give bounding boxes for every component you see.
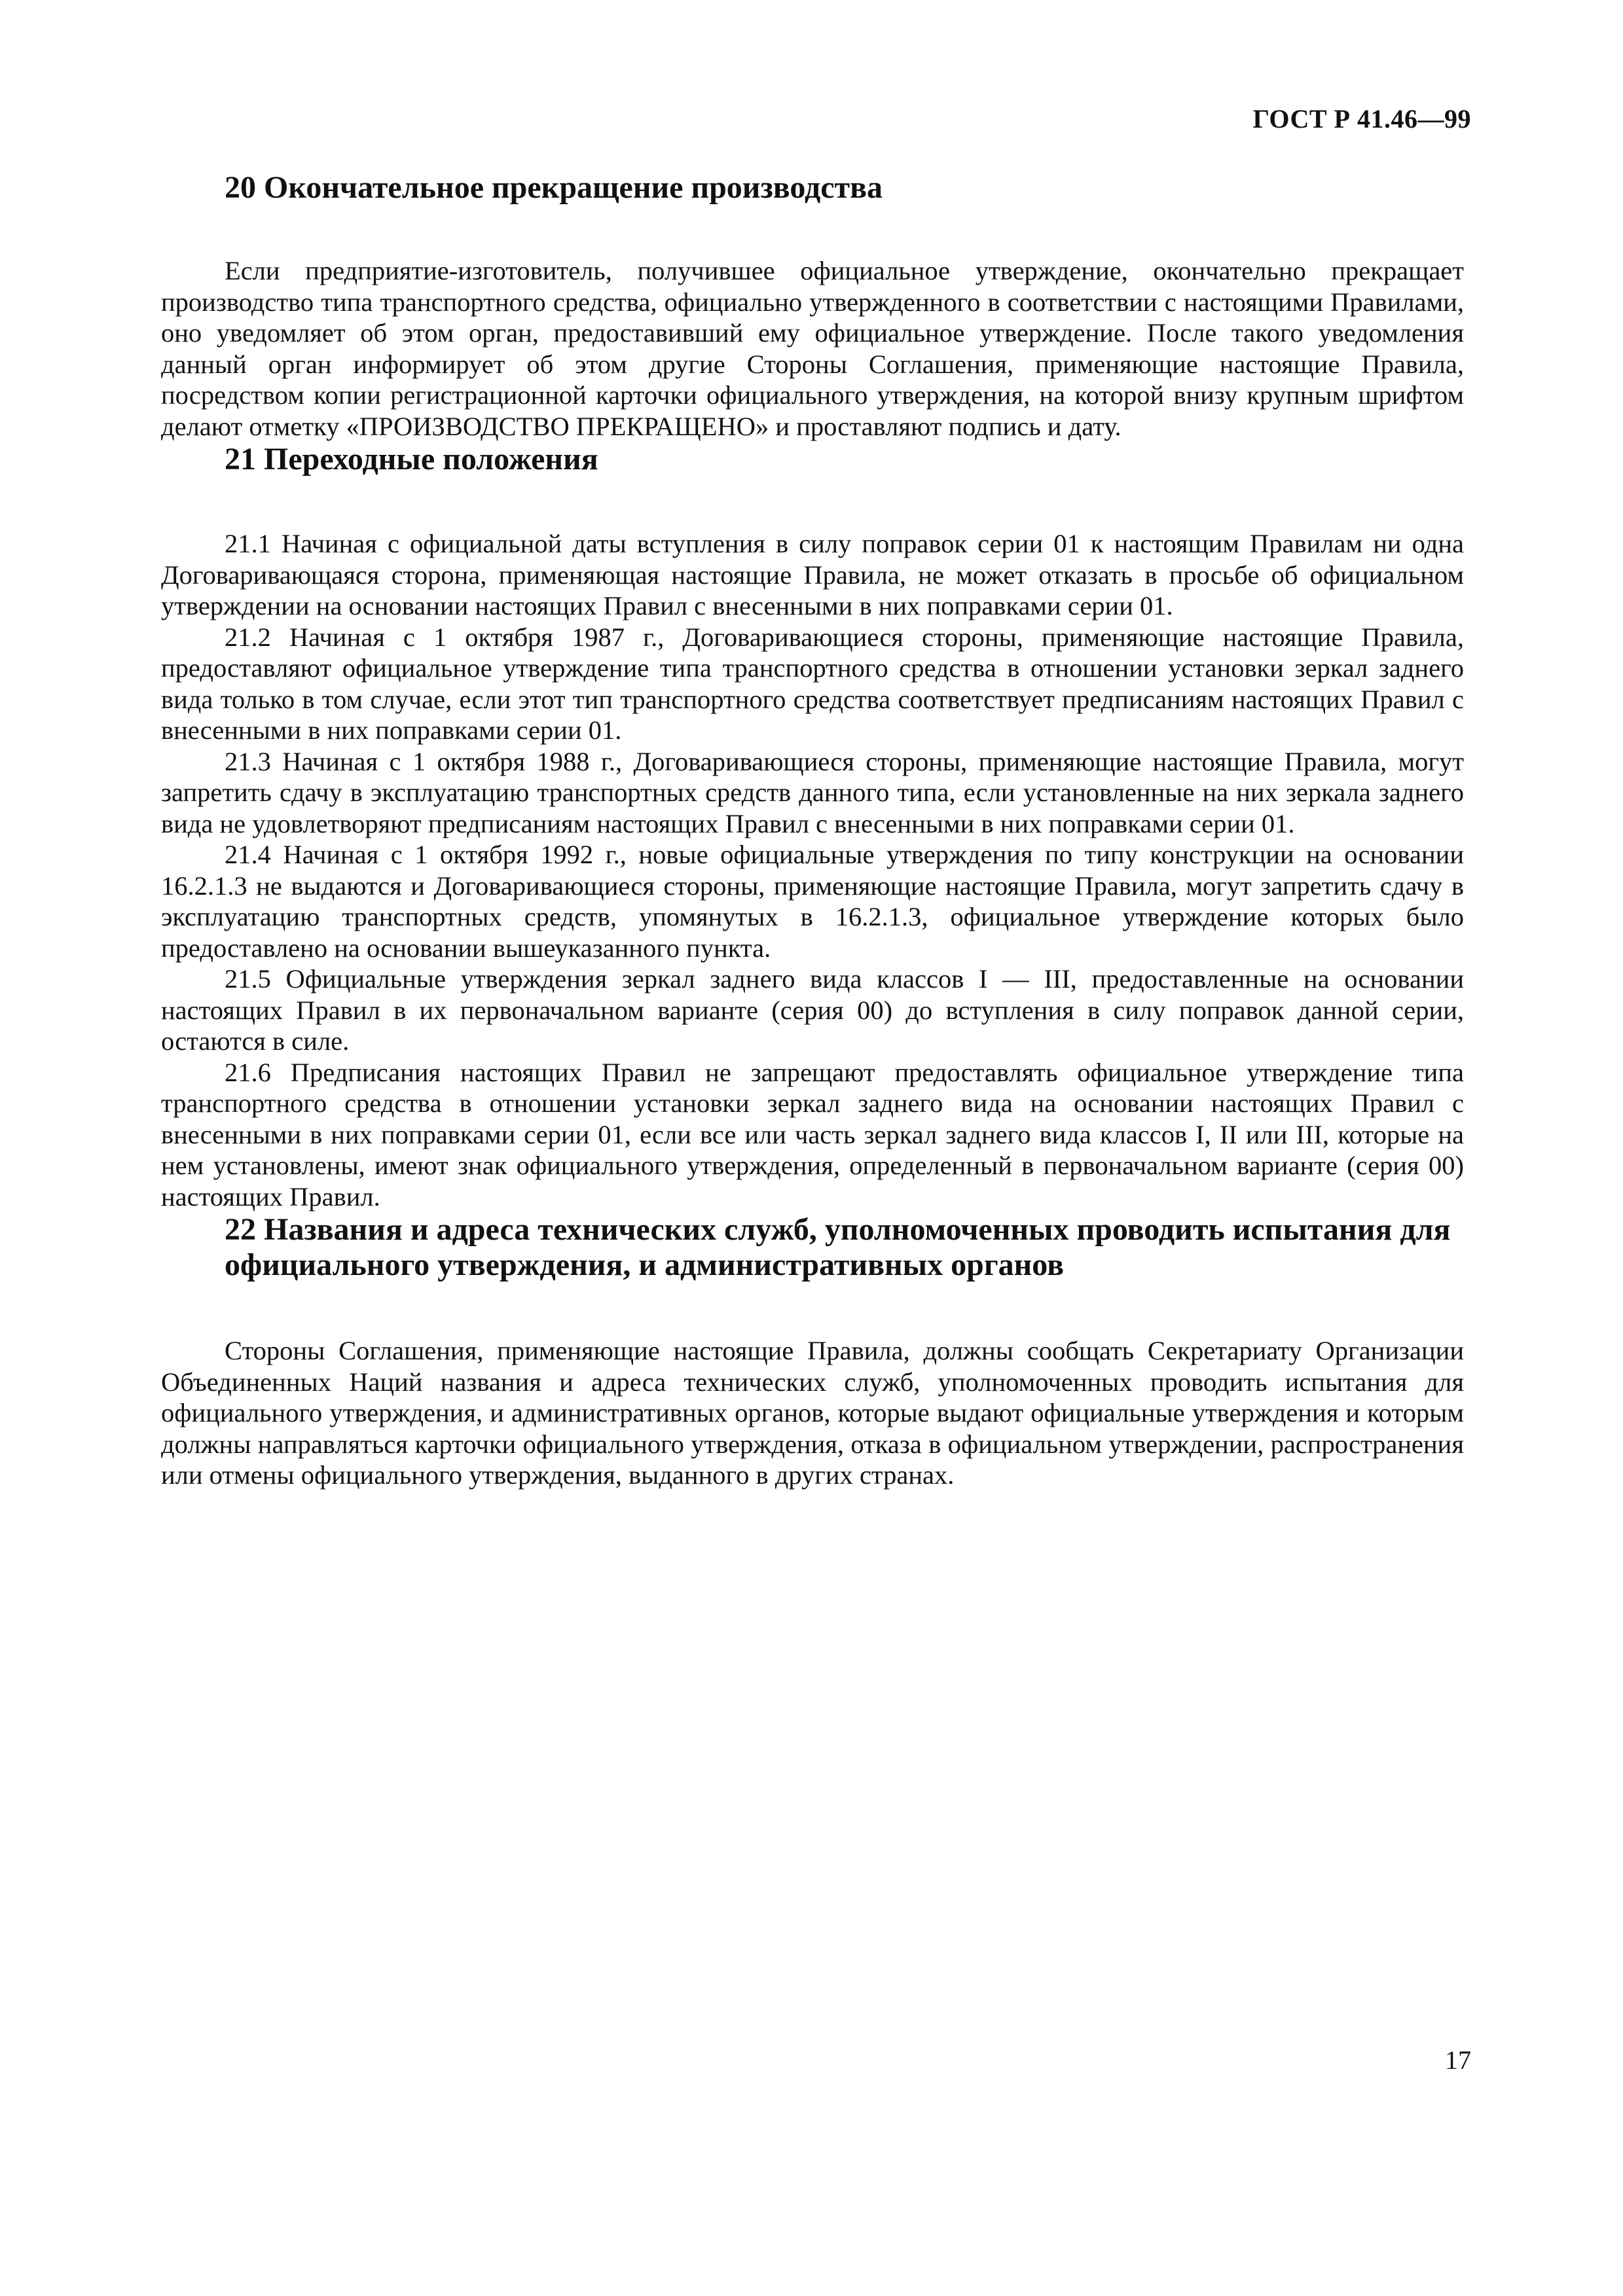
page-content xyxy=(161,170,1464,1491)
paragraph: Стороны Соглашения, применяющие настоящие Правила, должны сообщать Секретариату Организации Объединенных Наций названия и адреса технических служб, уполномоченных проводить испытания для официального утверждения, и административных органов, которые выдают официальные утверждения и которым должны направляться карточки официального утверждения, отказа в официальном утверждении, распространения или отмены официального утверждения, выданного в других странах. xyxy=(161,1336,1464,1490)
standard-designation: ГОСТ Р 41.46—99 xyxy=(1252,104,1471,134)
paragraph-21-1: 21.1 Начиная с официальной даты вступления в силу поправок серии 01 к настоящим Правилам ни одна Договаривающаяся сторона, применяющая настоящие Правила, не может отказать в просьбе об официальном утверждении на основании настоящих Правил с внесенными в них поправками серии 01. xyxy=(161,529,1464,620)
section-20-title: 20 Окончательное прекращение производства xyxy=(225,170,883,205)
section-21-title: 21 Переходные положения xyxy=(225,442,598,476)
paragraph-21-6: 21.6 Предписания настоящих Правил не запрещают предоставлять официальное утверждение типа транспортного средства в отношении установки зеркал заднего вида на основании настоящих Правил с внесенными в них поправками серии 01, если все или часть зеркал заднего вида классов I, II или III, которые на нем установлены, имеют знак официального утверждения, определенный в первоначальном варианте (серия 00) настоящих Правил. xyxy=(161,1057,1464,1211)
paragraph-21-2: 21.2 Начиная с 1 октября 1987 г., Договаривающиеся стороны, применяющие настоящие Правила, предоставляют официальное утверждение типа транспортного средства в отношении установки зеркал заднего вида только в том случае, если этот тип транспортного средства соответствует предписаниям настоящих Правил с внесенными в них поправками серии 01. xyxy=(161,622,1464,745)
section-22-title: 22 Названия и адреса технических служб, уполномоченных проводить испытания для официального утверждения, и административных органов xyxy=(225,1212,1451,1282)
paragraph-21-3: 21.3 Начиная с 1 октября 1988 г., Договаривающиеся стороны, применяющие настоящие Правила, могут запретить сдачу в эксплуатацию транспортных средств данного типа, если установленные на них зеркала заднего вида не удовлетворяют предписаниям настоящих Правил с внесенными в них поправками серии 01. xyxy=(161,746,1464,838)
section-21-body xyxy=(161,528,1464,1212)
section-22-body xyxy=(161,1335,1464,1491)
paragraph: Если предприятие-изготовитель, получившее официальное утверждение, окончательно прекращает производство типа транспортного средства, официально утвержденного в соответствии с настоящими Правилами, оно уведомляет об этом орган, предоставивший ему официальное утверждение. После такого уведомления данный орган информирует об этом другие Стороны Соглашения, применяющие настоящие Правила, посредством копии регистрационной карточки официального утверждения, на которой внизу крупным шрифтом делают отметку «ПРОИЗВОДСТВО ПРЕКРАЩЕНО» и проставляют подпись и дату. xyxy=(161,256,1464,441)
paragraph-21-5: 21.5 Официальные утверждения зеркал заднего вида классов I — III, предоставленные на основании настоящих Правил в их первоначальном варианте (серия 00) до вступления в силу поправок данной серии, остаются в силе. xyxy=(161,964,1464,1056)
paragraph-21-4: 21.4 Начиная с 1 октября 1992 г., новые официальные утверждения по типу конструкции на основании 16.2.1.3 не выдаются и Договаривающиеся стороны, применяющие настоящие Правила, могут запретить сдачу в эксплуатацию транспортных средств, упомянутых в 16.2.1.3, официальное утверждение которых было предоставлено на основании вышеуказанного пункта. xyxy=(161,840,1464,963)
page-number: 17 xyxy=(1445,2045,1471,2075)
section-20-body xyxy=(161,255,1464,442)
